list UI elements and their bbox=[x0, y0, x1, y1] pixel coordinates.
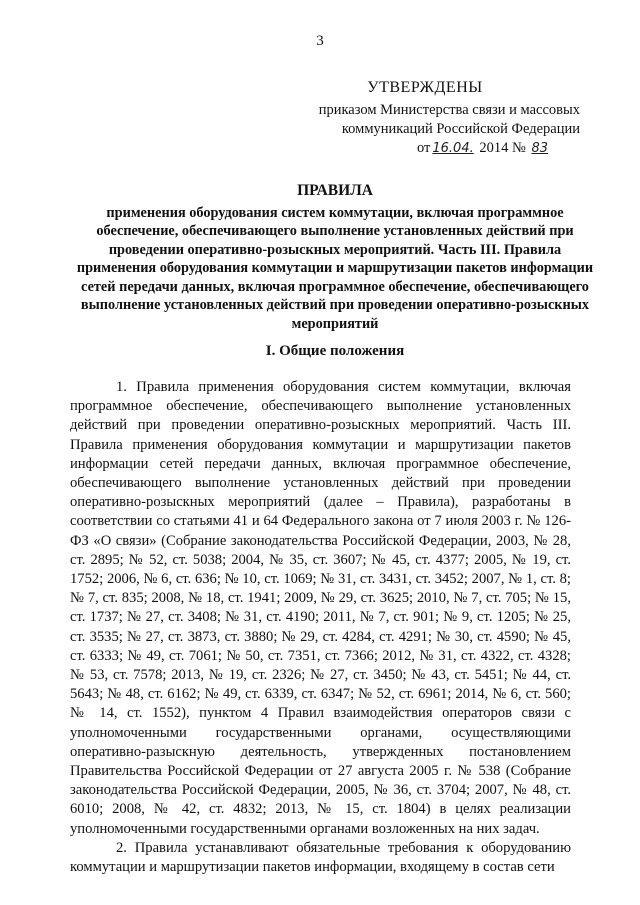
date-prefix: от bbox=[416, 140, 431, 156]
paragraph-2: 2. Правила устанавливают обязательные требования к оборудованию коммутации и маршрутизации пакетов информации, входящему в состав сети bbox=[70, 839, 571, 876]
document-title-main: ПРАВИЛА bbox=[297, 182, 373, 199]
document-subtitle: применения оборудования систем коммутации, включая программное обеспечение, обеспечивающего выполнение установленных действий при проведении оперативно-розыскных мероприятий. Часть III. Правила применения оборудования коммутации и маршрутизации пакетов информации сетей передачи данных, включая программное обеспечение, обеспечивающего выполнение установленных действий при проведении оперативно-розыскных мероприятий bbox=[76, 204, 594, 332]
number-sign: № bbox=[511, 140, 526, 156]
handwritten-order-number: 83 bbox=[531, 141, 548, 156]
approval-title: УТВЕРЖДЕНЫ bbox=[367, 79, 483, 96]
page-number: 3 bbox=[316, 33, 324, 49]
approval-order-line-2: коммуникаций Российской Федерации bbox=[341, 121, 580, 137]
approval-order-line-1: приказом Министерства связи и массовых bbox=[318, 102, 580, 118]
document-title bbox=[70, 182, 600, 333]
section-heading: I. Общие положения bbox=[265, 343, 405, 359]
approval-block bbox=[250, 78, 580, 158]
paragraph-1: 1. Правила применения оборудования систем коммутации, включая программное обеспечение, обеспечивающего выполнение установленных действий при проведении оперативно-розыскных мероприятий. Часть III. Правила применения оборудования коммутации и маршрутизации пакетов информации сетей передачи данных, включая программное обеспечение, обеспечивающего выполнение установленных действий при проведении оперативно-розыскных мероприятий (далее – Правила), разработаны в соответствии со статьями 41 и 64 Федерального закона от 7 июля 2003 г. № 126-ФЗ «О связи» (Собрание законодательства Российской Федерации, 2003, № 28, ст. 2895; № 52, ст. 5038; 2004, № 35, ст. 3607; № 45, ст. 4377; 2005, № 19, ст. 1752; 2006, № 6, ст. 636; № 10, ст. 1069; № 31, ст. 3431, ст. 3452; 2007, № 1, ст. 8; № 7, ст. 835; 2008, № 18, ст. 1941; 2009, № 29, ст. 3625; 2010, № 7, ст. 705; № 15, ст. 1737; № 27, ст. 3408; № 31, ст. 4190; 2011, № 7, ст. 901; № 9, ст. 1205; № 25, ст. 3535; № 27, ст. 3873, ст. 3880; № 29, ст. 4284, ст. 4291; № 30, ст. 4590; № 45, ст. 6333; № 49, ст. 7061; № 50, ст. 7351, ст. 7366; 2012, № 31, ст. 4322, ст. 4328; № 53, ст. 7578; 2013, № 19, ст. 2326; № 27, ст. 3450; № 43, ст. 5451; № 44, ст. 5643; № 48, ст. 6162; № 49, ст. 6339, ст. 6347; № 52, ст. 6961; 2014, № 6, ст. 560; № 14, ст. 1552), пунктом 4 Правил взаимодействия операторов связи с уполномоченными государственными органами, осуществляющими оперативно-разыскную деятельность, утвержденных постановлением Правительства Российской Федерации от 27 августа 2005 г. № 538 (Собрание законодательства Российской Федерации, 2005, № 36, ст. 3704; 2007, № 48, ст. 6010; 2008, № 42, ст. 4832; 2013, № 15, ст. 1804) в целях реализации уполномоченными государственными органами возложенных на них задач. bbox=[70, 379, 571, 837]
handwritten-date: 16.04. bbox=[432, 141, 474, 156]
order-year: 2014 bbox=[479, 140, 509, 156]
approval-date-line bbox=[250, 139, 580, 158]
body-text bbox=[70, 378, 571, 877]
